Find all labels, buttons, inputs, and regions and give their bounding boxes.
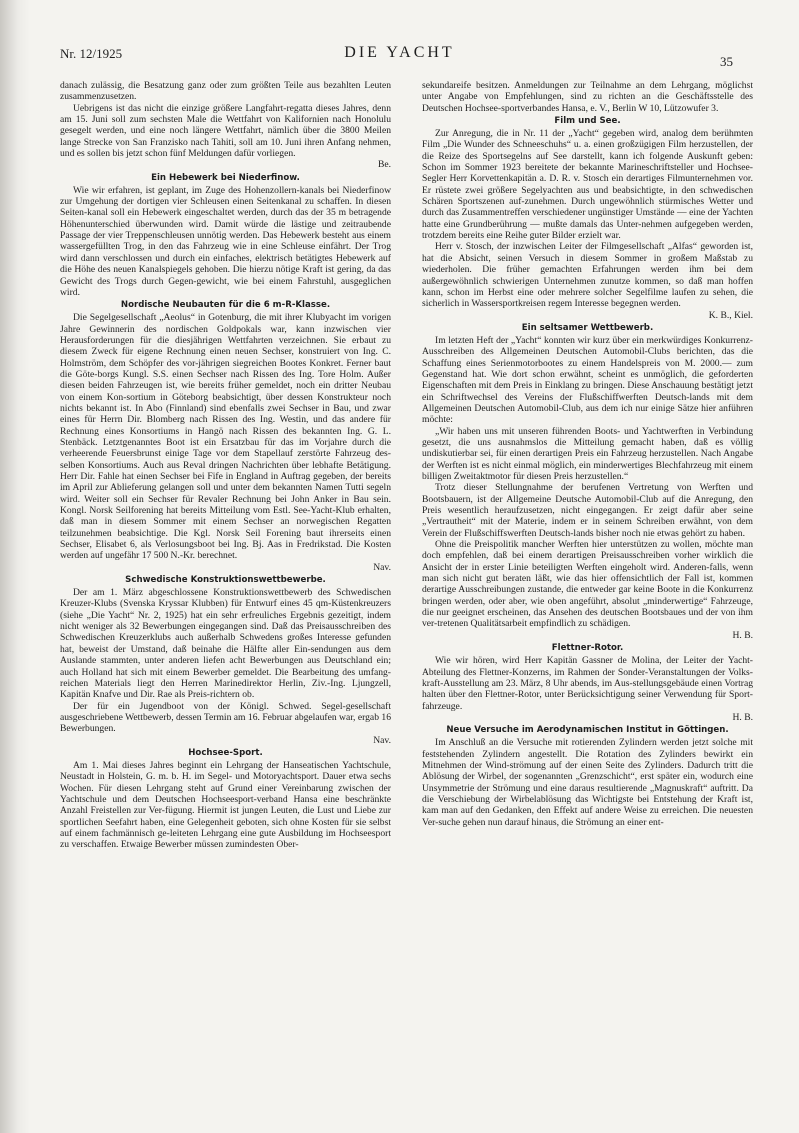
section-heading: Ein Hebewerk bei Niederfinow. — [151, 172, 300, 183]
paragraph: Im Anschluß an die Versuche mit rotierenden Zylindern werden jetzt solche mit feststehenden Zylindern angestellt. Die Rotation des Zylinders bewirkt ein Mitnehmen der Wind-strömung auf der einen Seite des Zylinders. Dadurch tritt die Ablösung der Wirbel, der sogenannten „Grenzschicht“, erst später ein, wodurch eine Unsymmetrie der Strömung und eine daraus resultierende „Magnuskraft“ auftritt. Da die Verschiebung der Wirbelablösung das Wichtigste bei Entstehung der Kraft ist, kam man auf den Gedanken, den Effekt auf andere Weise zu erreichen. Die neuesten Ver-suche gehen nun darauf hinaus, die Strömung an einer ent- — [422, 737, 753, 828]
section-heading: Schwedische Konstruktionswettbewerbe. — [125, 575, 326, 586]
magazine-title: DIE YACHT — [344, 44, 455, 61]
binding-edge — [0, 0, 30, 1133]
issue-number: Nr. 12/1925 — [60, 46, 123, 61]
section-heading: Hochsee-Sport. — [188, 747, 263, 758]
paragraph: Im letzten Heft der „Yacht“ konnten wir kurz über ein merkwürdiges Konkurrenz-Ausschreiben des Allgemeinen Deutschen Automobil-Clubs berichten, das die Schaffung eines Serienmotorbootes zu einem Handelspreis von M. 2000.— zum Gegenstand hat. Wie dort schon erwähnt, scheint es unmöglich, die geforderten Eigenschaften mit dem Preis in Einklang zu bringen. Diese Anschauung bestätigt jetzt ein Schriftwechsel des Vereins der Flußschiffwerften Deutsch-lands mit dem Allgemeinen Deutschen Automobil-Club, aus dem ich nur einige Sätze hier anführen möchte: — [422, 334, 753, 426]
paragraph: Zur Anregung, die in Nr. 11 der „Yacht“ gegeben wird, analog dem berühmten Film „Die Wunder des Schneeschuhs“ u. a. einen großzügigen Film herzustellen, der die Reize des Sportsegelns auf See darstellt, kann ich folgende Auskunft geben: Schon im Sommer 1923 bereitete der bekannte Marineschriftsteller und Hochsee-Segler Herr Korvettenkapitän a. D. R. v. Stosch ein derartiges Filmunternehmen vor. Er rüstete zwei größere Segelyachten aus und beabsichtigte, in den schwedischen Schären Sportszenen auf-zunehmen. Durch ungewöhnlich stürmisches Wetter und durch das Zusammentreffen verschiedener ungünstiger Umstände — eine der Yachten hatte eine Grundberührung — mußte damals das Unter-nehmen aufgegeben werden, trotzdem bereits eine Reihe guter Bilder erzielt war. — [422, 128, 753, 242]
paragraph: Ohne die Preispolitik mancher Werften hier unterstützen zu wollen, möchte man doch empfehlen, daß bei einem derartigen Preisausschreiben vorher wirklich die Ansicht der in erster Linie beteiligten Werften eingeholt wird. Anderen-falls, wenn man sich nicht gut beraten läßt, wie das hier offensichtlich der Fall ist, kommen derartige Ausschreibungen zustande, die entweder gar keine Boote in die Konkurrenz bringen werden, oder aber, wie oben angeführt, absolut „minderwertige“ Fahrzeuge, die nur geeignet erscheinen, das Ansehen des deutschen Bootsbaues und der von ihm ver-tretenen Qualitätsarbeit empfindlich zu schädigen. — [422, 539, 753, 630]
section-heading: Flettner-Rotor. — [551, 643, 624, 654]
right-column — [422, 80, 753, 828]
author-signature: Be. — [377, 159, 391, 171]
paragraph: Wie wir hören, wird Herr Kapitän Gassner de Molina, der Leiter der Yacht-Abteilung des Flettner-Konzerns, im Rahmen der Sonder-Veranstaltungen der Volks-kraft-Ausstellung am 23. März, 8 Uhr abends, im Aus-stellungsgebäude einen Vortrag halten über den Flettner-Rotor, unter Berücksichtigung seiner Verwendung für Sport-fahrzeuge. — [422, 655, 753, 712]
author-signature: H. B. — [732, 711, 753, 723]
paragraph: danach zulässig, die Besatzung ganz oder zum größten Teile aus bezahlten Leuten zusammenzusetzen. — [60, 80, 391, 103]
section-heading: Neue Versuche im Aerodynamischen Institut in Göttingen. — [446, 725, 729, 736]
author-signature: K. B., Kiel. — [708, 309, 753, 321]
paragraph: Uebrigens ist das nicht die einzige größere Langfahrt-regatta dieses Jahres, denn am 15. Juni soll zum sechsten Male die Wettfahrt von Kalifornien nach Honolulu gesegelt werden, und eine noch längere Wettfahrt, nämlich über die 3800 Meilen lange Strecke von San Franzisko nach Tahiti, soll am 10. Juni ihren Anfang nehmen, und es sollen bis jetzt schon fünf Meldungen dafür vorliegen. — [60, 102, 391, 160]
paragraph: Trotz dieser Stellungnahme der berufenen Vertretung von Werften und Bootsbauern, ist der Allgemeine Deutsche Automobil-Club auf die Anregung, den Preis wesentlich heraufzusetzen, nicht eingegangen. Er zeigt dafür aber seine „Vertrautheit“ mit der Materie, indem er in seinem Schreiben erwähnt, von dem Verein der Flußschiffswerften Deutsch-lands bisher noch nie etwas gehört zu haben. — [422, 482, 753, 539]
paragraph: Am 1. Mai dieses Jahres beginnt ein Lehrgang der Hanseatischen Yachtschule, Neustadt in Holstein, G. m. b. H. im Segel- und Motoryachtsport. Dauer etwa sechs Wochen. Für diesen Lehrgang steht auf Grund einer Vereinbarung zwischen der Yachtschule und dem Deutschen Hochseesport-verband Hansa eine beschränkte Anzahl Freistellen zur Ver-fügung. Hiermit ist jungen Leuten, die Lust und Liebe zur sportlichen Seefahrt haben, eine Gelegenheit geboten, sich ohne Kosten für sie selbst auf einem fachmännisch ge-leiteten Lehrgang eine gute Ausbildung im Hochseesport zu verschaffen. Etwaige Bewerber müssen zumindesten Ober- — [60, 759, 391, 851]
paragraph: „Wir haben uns mit unseren führenden Boots- und Yachtwerften in Verbindung gesetzt, die uns ausnahmslos die Mitteilung gemacht haben, daß es völlig undiskutierbar sei, für einen derartigen Preis ein Fahrzeug herzustellen. Nach Angabe der Werften ist es nicht einmal möglich, ein minderwertiges Blechfahrzeug mit einem billigen Zweitaktmotor für diesen Preis herzustellen.“ — [422, 425, 753, 482]
author-signature: Nav. — [373, 561, 391, 573]
paragraph: Der für ein Jugendboot von der Königl. Schwed. Segel-gesellschaft ausgeschriebene Wettbewerb, dessen Termin am 16. Februar abgelaufen war, ergab 16 Bewerbungen. — [60, 700, 391, 735]
section-heading: Nordische Neubauten für die 6 m-R-Klasse. — [120, 300, 331, 311]
page-number: 35 — [720, 54, 733, 69]
section-heading: Ein seltsamer Wettbewerb. — [521, 322, 654, 333]
author-signature: Nav. — [373, 734, 391, 746]
section-heading: Film und See. — [554, 116, 621, 127]
paragraph: Die Segelgesellschaft „Aeolus“ in Gotenburg, die mit ihrer Klubyacht im vorigen Jahre Gewinnerin des nordischen Goldpokals war, kann inzwischen vier Herausforderungen für die diesjährigen Wettfahrten verzeichnen. Sie erbaut zu diesem Zweck für eigene Rechnung einen neuen Sechser, konstruiert von Ing. C. Holmström, dem Schöpfer des vor-jährigen siegreichen Bootes Konkret. Ferner baut die Göte-borgs Kungl. S.S. einen Sechser nach Rissen des Ing. Tore Holm. Außer diesen beiden Fahrzeugen ist, wie bereits früher gemeldet, noch ein dritter Neubau von einem Kon-sortium in Göteborg beabsichtigt, über dessen Konstrukteur noch nichts bekannt ist. In Abo (Finnland) sind ebenfalls zwei Sechser in Bau, und zwar eines für Herrn Dir. Blomberg nach Rissen des Ing. Westin, und das andere für Rechnung eines Konsortiums in Hangö nach Rissen des bekannten Ing. G. L. Stenbäck. Letztgenanntes Boot ist ein Ersatzbau für das im Vorjahre durch die verheerende Feuersbrunst einige Tage vor dem Stapellauf zerstörte Fahrzeug des-selben Konsortiums. Auch aus Reval dringen Nachrichten über lebhafte Betätigung. Herr Dir. Fahle hat einen Sechser bei Fife in England in Auftrag gegeben, der bereits im April zur Ablieferung gelangen soll und unter dem bekannten Namen Tutti segeln wird. Weiter soll ein Sechser für Revaler Rechnung bei John Anker in Bau sein. Kongl. Norsk Seilforening hat bereits Mitteilung vom Estl. See-Yacht-Klub erhalten, daß man in diesem Sommer mit einem Sechser an norwegischen Regatten teilzunehmen beabsichtige. Die Kgl. Norsk Seil Forening baut ihrerseits einen Sechser, Elisabet 6, als Verlosungsboot bei Ing. Bj. Aas in Fredrikstad. Die Kosten werden auf ungefähr 17 500 N.-Kr. berechnet. — [60, 312, 391, 562]
paragraph: Der am 1. März abgeschlossene Konstruktionswettbewerb des Schwedischen Kreuzer-Klubs (Svenska Kryssar Klubben) für Entwurf eines 45 qm-Küstenkreuzers (siehe „Die Yacht“ Nr. 2, 1925) hat ein sehr erfreuliches Ergebnis gezeitigt, indem nicht weniger als 32 Bewerbungen eingegangen sind. Daß das Preisausschreiben des Schwedischen Kreuzerklubs auch außerhalb Schwedens großes Interesse gefunden hat, beweist der Umstand, daß beinahe die Hälfte aller Ein-sendungen aus dem Auslande stammten, unter anderen liefen acht Bewerbungen aus Deutschland ein; auch Holland hat sich mit einem Bewerber gemeldet. Die Bearbeitung des umfang-reichen Materials liegt den Herren Marinedirektor Herlin, Ziv.-Ing. Ljungzell, Kapitän Knafve und Dir. Rae als Preis-richtern ob. — [60, 587, 391, 701]
paragraph: sekundareife besitzen. Anmeldungen zur Teilnahme an dem Lehrgang, möglichst unter Angabe von Empfehlungen, sind zu richten an die Geschäftsstelle des Deutschen Hochsee-sportverbandes Hansa, e. V., Berlin W 10, Lützowufer 3. — [422, 80, 753, 114]
paragraph: Herr v. Stosch, der inzwischen Leiter der Filmgesellschaft „Alfas“ geworden ist, hat die Absicht, seinen Versuch in diesem Sommer in großem Maßstab zu wiederholen. Die früher gemachten Erfahrungen werden ihm bei dem außergewöhnlich schwierigen Unternehmen zunutze kommen, so daß man hoffen kann, schon im Herbst eine oder mehrere solcher Segelfilme laufen zu sehen, die sicherlich in Wassersportkreisen regem Interesse begegnen werden. — [422, 241, 753, 310]
left-column — [60, 80, 391, 851]
paragraph: Wie wir erfahren, ist geplant, im Zuge des Hohenzollern-kanals bei Niederfinow zur Umgehung der dortigen vier Schleusen einen Seitenkanal zu schaffen. In diesen Seiten-kanal soll ein Hebewerk eingeschaltet werden, durch das der 35 m betragende Höhenunterschied überwunden wird. Damit würde die lästige und zeitraubende Passage der vier Treppenschleusen unnötig werden. Das Hebewerk besteht aus einem wassergefüllten Trog, in den das Fahrzeug wie in eine Schleuse einfährt. Der Trog wird dann verschlossen und durch ein einfaches, elektrisch betätigtes Hebewerk auf die Höhe des neuen Kanalspiegels gehoben. Die hierzu nötige Kraft ist gering, da das Gewicht des Trogs durch Gegen-gewicht, wie bei einem Fahrstuhl, ausgeglichen wird. — [60, 184, 391, 298]
author-signature: H. B. — [732, 629, 753, 641]
